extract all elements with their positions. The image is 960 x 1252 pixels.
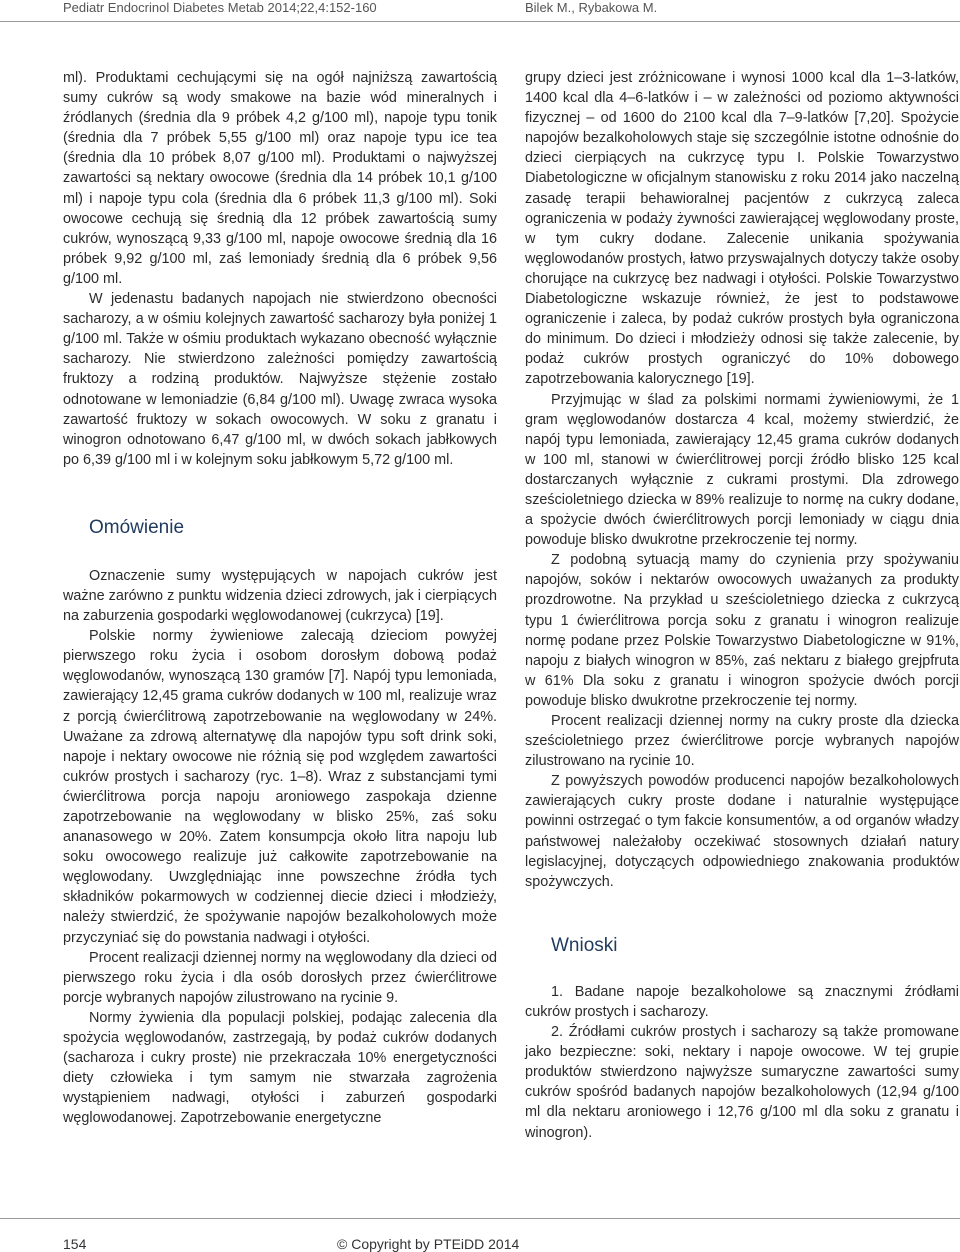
- footer-divider: [0, 1218, 960, 1219]
- paragraph: ml). Produktami cechującymi się na ogół najniższą zawartością sumy cukrów są wody smakowe na bazie wód mineralnych i źródlanych (średnia dla 9 próbek 4,2 g/100 ml), napoje typu tonik (średnia dla 7 próbek 5,55 g/100 ml) oraz napoje typu ice tea (średnia dla 10 próbek 8,07 g/100 ml). Produktami o najwyższej zawartości są nektary owocowe (średnia dla 14 próbek 10,1 g/100 ml) i napoje typu cola (średnia dla 6 próbek 11,3 g/100 ml). Soki owocowe cechują się średnią dla 12 próbek zawartością sumy cukrów, wynoszącą 9,33 g/100 ml, napoje owocowe średnią dla 16 próbek 9,92 g/100 ml, zaś lemoniady średnią dla 6 próbek 9,56 g/100 ml.: [63, 70, 497, 287]
- paragraph: W jedenastu badanych napojach nie stwierdzono obecności sacharozy, a w ośmiu kolejnych zawartość sacharozy była poniżej 1 g/100 ml. Także w ośmiu produktach wykazano obecność wyłącznie sacharozy. Nie stwierdzono zależności pomiędzy zawartością fruktozy a rodziną produktów. Najwyższe stężenie zostało odnotowane w lemoniadzie (6,84 g/100 ml). Uwagę zwraca wysoka zawartość fruktozy w sokach owocowych. W soku z granatu i winogron odnotowano 6,47 g/100 ml, w dwóch sokach jabłkowych po 6,39 g/100 ml i w kolejnym soku jabłkowym 5,72 g/100 ml.: [63, 291, 497, 468]
- paragraph: Procent realizacji dziennej normy na węglowodany dla dzieci od pierwszego roku życia i dla osób dorosłych przez ćwierćlitrowe porcje wybranych napojów zilustrowano na rycinie 9.: [63, 949, 497, 1006]
- paragraph: grupy dzieci jest zróżnicowane i wynosi 1000 kcal dla 1–3-latków, 1400 kcal dla 4–6-latków i – w zależności od poziomo aktywności fizycznej – od 1600 do 2100 kcal dla 7–9-latków [7,20]. Spożycie napojów bezalkoholowych staje się szczególnie istotne odnośnie do dzieci cierpiących na cukrzycę typu I. Polskie Towarzystwo Diabetologiczne w oficjalnym stanowisku z roku 2014 jako naczelną zasadę terapii behawioralnej pacjentów z cukrzycą zaleca ograniczenia w podaży żywności zawierającej węglowodany proste, w tym cukry dodane. Zalecenie unikania spożywania węglowodanów prostych, łatwo przyswajalnych dotyczy także osoby chorujące na cukrzycę bez nadwagi i otyłości. Polskie Towarzystwo Diabetologiczne wskazuje również, że jest to podstawowe ograniczenie i zaleca, by podaż cukrów prostych była ograniczona do minimum. Do dzieci i młodzieży odnosi się także zalecenie, by podaż cukrów prostych ograniczyć do 10% dobowego zapotrzebowania kalorycznego [19].: [525, 70, 959, 388]
- paragraph: Z podobną sytuacją mamy do czynienia przy spożywaniu napojów, soków i nektarów owocowych uważanych za produkty prozdrowotne. Na przykład u sześcioletniego dziecka z cukrzycą typu 1 ćwierćlitrowa porcja soku z granatu i winogron realizuje normę podane przez Polskie Towarzystwo Diabetologiczne w 91%, napoju z białych winogron w 85%, zaś nektaru z białego grejpfruta w 61% Dla soku z granatu i winogron spożycie dwóch porcji powoduje blisko dwukrotne przekroczenie tej normy.: [525, 552, 959, 709]
- running-header: [0, 0, 960, 24]
- paragraph: Z powyższych powodów producenci napojów bezalkoholowych zawierających cukry proste dodane i naturalnie występujące powinni ostrzegać o tym fakcie konsumentów, a od organów władzy państwowej należałoby oczekiwać stosownych działań natury legislacyjnej, dotyczących odpowiedniego znakowania produktów spożywczych.: [525, 773, 959, 890]
- conclusion-item: 1. Badane napoje bezalkoholowe są znacznymi źródłami cukrów prostych i sacharozy.: [525, 983, 959, 1020]
- paragraph: Procent realizacji dziennej normy na cukry proste dla dziecka sześcioletniego przez ćwierćlitrowe porcje wybranych napojów zilustrowano na rycinie 10.: [525, 713, 959, 770]
- authors: Bilek M., Rybakowa M.: [525, 0, 658, 15]
- header-divider: [0, 21, 960, 22]
- paragraph: Przyjmując w ślad za polskimi normami żywieniowymi, że 1 gram węglowodanów dostarcza 4 kcal, możemy stwierdzić, że napój typu lemoniada, zawierający 12,45 grama cukrów dodanych w 100 ml, stanowi w ćwierćlitrowej porcji źródło blisko 125 kcal dostarczanych wyłącznie z cukrami prostymi. Dla zdrowego sześcioletniego dziecka w 89% realizuje to normę na cukry dodane, a spożycie dwóch ćwierćlitrowych porcji lemoniady w ciągu dnia powoduje blisko dwukrotne przekroczenie tej normy.: [525, 391, 959, 549]
- page-number: 154: [63, 1236, 87, 1252]
- section-heading-omowienie: Omówienie: [89, 516, 185, 538]
- paragraph: Oznaczenie sumy występujących w napojach cukrów jest ważne zarówno z punktu widzenia dzieci zdrowych, jak i cierpiących na zaburzenia gospodarki węglowodanowej (cukrzyca) [19].: [63, 567, 497, 625]
- paragraph: Polskie normy żywieniowe zalecają dzieciom powyżej pierwszego roku życia i osobom dorosłym dobową podaż węglowodanów, wynoszącą 130 gramów [7]. Napój typu lemoniada, zawierający 12,45 grama cukrów dodanych w 100 ml, realizuje wraz z porcją ćwierćlitrową zapotrzebowanie na węglowodany w 24%. Uważane za zdrową alternatywę dla napojów typu soft drink soki, napoje i nektary owocowe nie różnią się pod względem zawartości cukrów prostych i sacharozy (ryc. 1–8). Wraz z substancjami tymi ćwierćlitrowa porcja napoju aroniowego zaspokaja dzienne zapotrzebowanie na węglowodany w blisko 25%, zaś soku ananasowego w 20%. Zatem konsumpcja około litra napoju lub soku owocowego realizuje już całkowite zapotrzebowanie na węglowodany. Uwzględniając inne powszechne źródła tych składników pokarmowych w codziennej diecie dzieci i młodzieży, należy stwierdzić, że spożywanie napojów bezalkoholowych może przyczyniać się do powstania nadwagi i otyłości.: [63, 628, 497, 946]
- conclusion-item: 2. Źródłami cukrów prostych i sacharozy są także promowane jako bezpieczne: soki, nektary i napoje owocowe. W tej grupie produktów stwierdzono najwyższe sumaryczne zawartości sumy cukrów spośród badanych napojów bezalkoholowych (12,94 g/100 ml dla nektaru aroniowego i 12,76 g/100 ml dla soku z granatu i winogron).: [525, 1024, 959, 1141]
- section-heading-wnioski: Wnioski: [551, 934, 618, 956]
- paragraph: Normy żywienia dla populacji polskiej, podając zalecenia dla spożycia węglowodanów, zastrzegają, by podaż cukrów dodanych (sacharoza i cukry proste) nie przekraczała 10% energetyczności diety człowieka i tym samym nie stwarzała zagrożenia wystąpieniem nadwagi, otyłości i zaburzeń gospodarki węglowodanowej. Zapotrzebowanie energetyczne: [63, 1009, 497, 1127]
- journal-citation: Pediatr Endocrinol Diabetes Metab 2014;22,4:152-160: [63, 0, 377, 15]
- left-column: [63, 68, 497, 1129]
- copyright-notice: © Copyright by PTEiDD 2014: [337, 1236, 520, 1252]
- right-column: [525, 68, 959, 1143]
